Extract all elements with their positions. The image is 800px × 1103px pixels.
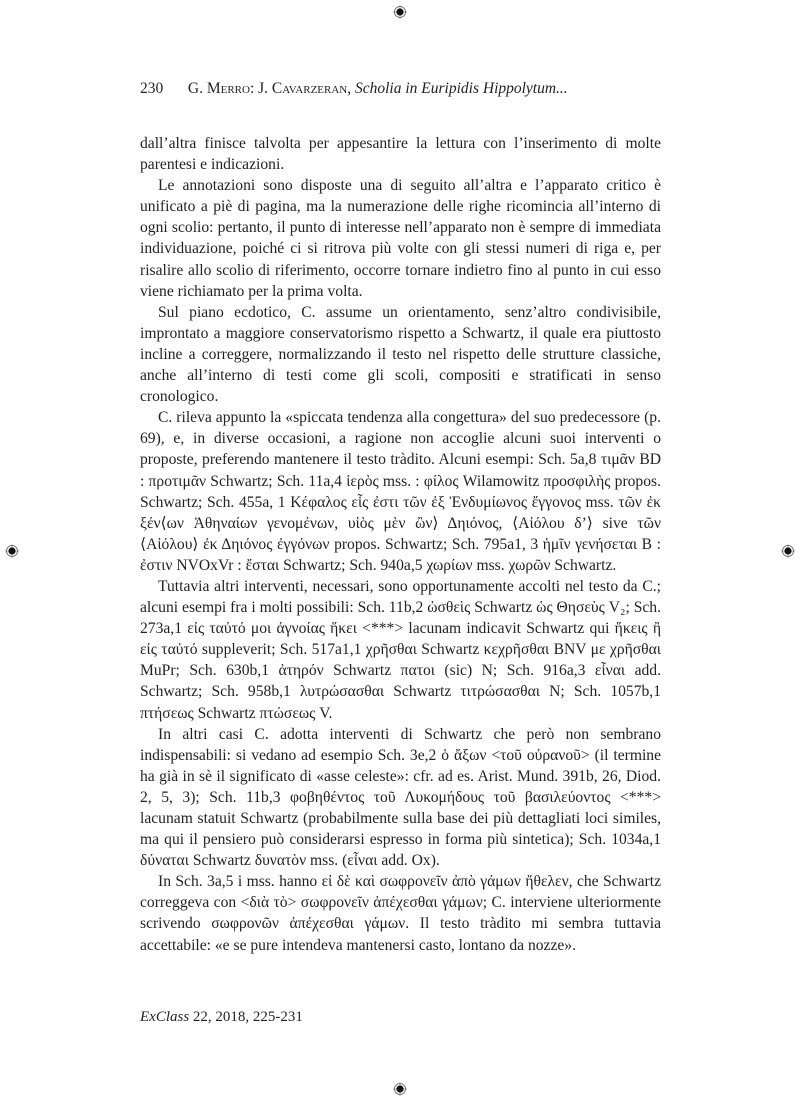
separator-comma: , [347, 80, 355, 97]
paragraph-4: Tuttavia altri interventi, necessari, sono opportunamente accolti nel testo da C.; alcuni esempi fra i molti possibili: Sch. 11b,2 ὠσθεὶς Schwartz ὡς Θησεὺς V₂; Sch. 273a,1 εἰς ταὐτό μοι ἀγνοίας ἥκει <***> lacunam indicavit Schwartz qui ἥκεις ἢ εἰς ταὐτό suppleverit; Sch. 517a1,1 χρῆσθαι Schwartz κεχρῆσθαι BNV με χρῆσθαι MuPr; Sch. 630b,1 ἀτηρόν Schwartz πατοι (sic) N; Sch. 916a,3 εἶναι add. Schwartz; Sch. 958b,1 λυτρώσασθαι Schwartz τιτρώσασθαι N; Sch. 1057b,1 πτήσεως Schwartz πτώσεως V. [140, 577, 661, 722]
paragraph-1: Le annotazioni sono disposte una di seguito all’altra e l’apparato critico è unificato a piè di pagina, ma la numerazione delle righe ricomincia all’interno di ogni scolio: pertanto, il punto di interesse nell’apparato non è sempre di immediata individuazione, poiché ci si ritrova più volte con gli stessi numeri di riga e, per risalire allo scolio di riferimento, occorre tornare indietro fino al punto in cui esso viene richiamato per la prima volta. [140, 177, 661, 300]
author-name: J. Cavarzeran [258, 80, 348, 97]
paragraph-0: dall’altra finisce talvolta per appesantire la lettura con l’inserimento di molte parentesi e indicazioni. [140, 135, 661, 174]
reviewer-name: G. Merro [187, 80, 250, 97]
registration-mark-left-icon [5, 544, 19, 558]
registration-mark-bottom-icon [393, 1082, 407, 1096]
body-text [140, 133, 661, 956]
journal-footer [140, 1009, 303, 1026]
journal-name: ExClass [140, 1009, 190, 1025]
registration-mark-top-icon [393, 5, 407, 19]
paragraph-6: In Sch. 3a,5 i mss. hanno εἰ δὲ καὶ σωφρονεῖν ἀπὸ γάμων ἤθελεν, che Schwartz correggeva con <διὰ τὸ> σωφρονεῖν ἀπέχεσθαι γάμων; C. interviene ulteriormente scrivendo σωφρονῶν ἀπέχεσθαι γάμων. Il testo tràdito mi sembra tuttavia accettabile: «e se pure intendeva mantenersi casto, lontano da nozze». [140, 873, 661, 954]
paragraph-5: In altri casi C. adotta interventi di Schwartz che però non sembrano indispensabili: si vedano ad esempio Sch. 3e,2 ὁ ἄξων <τοῦ οὐρανοῦ> (il termine ha già in sè il significato di «asse celeste»: cfr. ad es. Arist. Mund. 391b, 26, Diod. 2, 5, 3); Sch. 11b,3 φοβηθέντος τοῦ Λυκομήδους τοῦ βασιλεύοντος <***> lacunam statuit Schwartz (probabilmente sulla base dei più dettagliati loci similes, ma qui il pensiero può considerarsi espresso in forma più sintetica); Sch. 1034a,1 δύναται Schwartz δυνατὸν mss. (εἶναι add. Ox). [140, 725, 661, 870]
journal-citation: 22, 2018, 225-231 [189, 1009, 303, 1025]
separator-colon: : [249, 80, 259, 97]
paragraph-2: Sul piano ecdotico, C. assume un orientamento, senz’altro condivisibile, improntato a maggiore conservatorismo rispetto a Schwartz, il quale era piuttosto incline a correggere, normalizzando il testo nel rispetto delle strutture classiche, anche all’interno di testi come gli scoli, compositi e stratificati in senso cronologico. [140, 303, 661, 406]
paragraph-3: C. rileva appunto la «spiccata tendenza alla congettura» del suo predecessore (p. 69), e, in diverse occasioni, a ragione non accoglie alcuni suoi interventi o proposte, preferendo mantenere il testo tràdito. Alcuni esempi: Sch. 5a,8 τιμᾶν BD : προτιμᾶν Schwartz; Sch. 11a,4 ἱερὸς mss. : φίλος Wilamowitz προσφιλὴς propos. Schwartz; Sch. 455a, 1 Κέφαλος εἷς ἐστι τῶν ἐξ Ἐνδυμίωνος ἔγγονος mss. τῶν ἐκ ξέν⟨ων Ἀθηναίων γενομένων, υἱὸς μὲν ὢν⟩ Δηιόνος, ⟨Αἰόλου δ’⟩ sive τῶν ⟨Αἰόλου⟩ ἐκ Δηιόνος ἐγγόνων propos. Schwartz; Sch. 795a1, 3 ἡμῖν γενήσεται B : ἐστιν NVOxVr : ἔσται Schwartz; Sch. 940a,5 χωρίων mss. χωρῶν Schwartz. [140, 409, 661, 574]
page-number: 230 [140, 80, 164, 97]
book-title: Scholia in Euripidis Hippolytum... [355, 80, 568, 97]
running-head [140, 80, 680, 98]
registration-mark-right-icon [781, 544, 795, 558]
